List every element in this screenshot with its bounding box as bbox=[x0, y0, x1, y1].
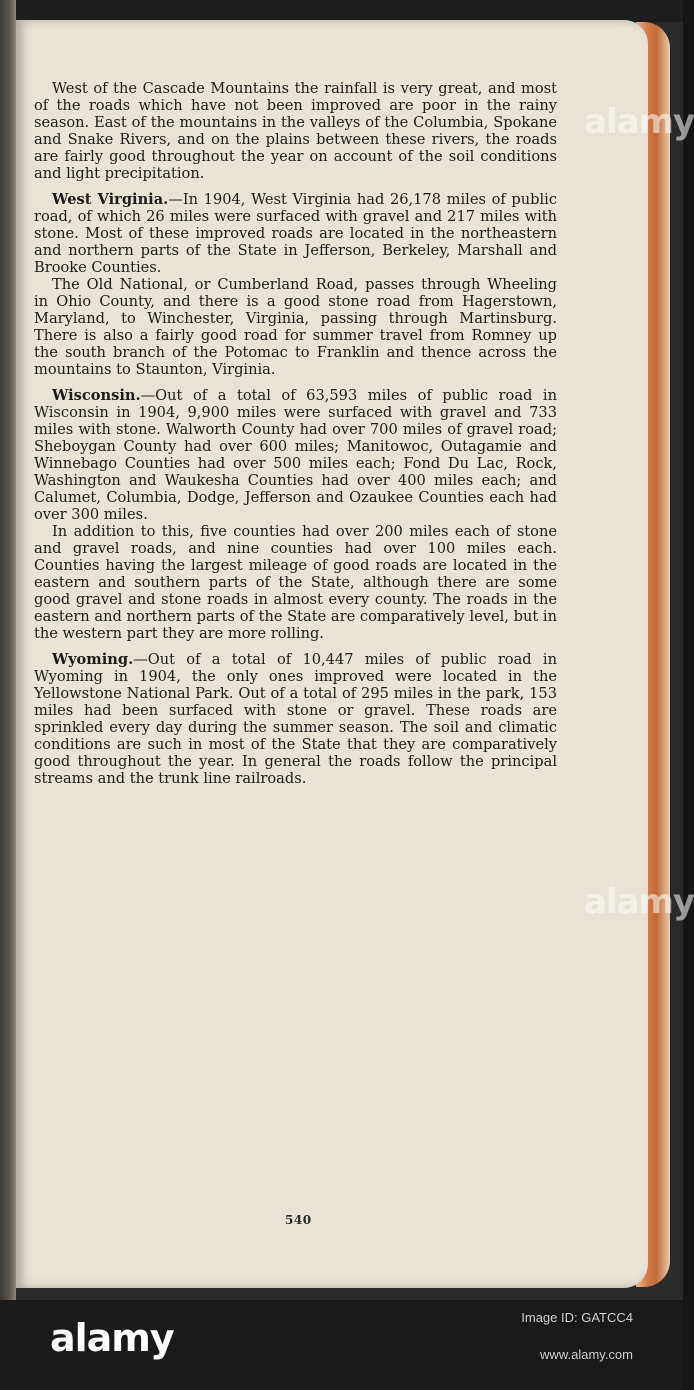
paragraph-text: —Out of a total of 10,447 miles of public road in Wyoming in 1904, the only ones improved were located in the Yellowstone National Park. Out of a total of 295 miles in the park, 153 miles had been surfaced with stone or gravel. These roads are sprinkled every day during the summer season. The soil and climatic conditions are such in most of the State that they are comparatively good throughout the year. In general the roads follow the principal streams and the trunk line railroads. bbox=[34, 651, 557, 787]
paragraph-washington-rainfall bbox=[34, 80, 557, 182]
brand-logo: alamy bbox=[50, 1316, 174, 1360]
paragraph-heading: West Virginia. bbox=[52, 191, 169, 208]
page-number: 540 bbox=[285, 1213, 312, 1227]
watermark: alamy bbox=[584, 102, 694, 142]
paragraph-wisconsin-counties bbox=[34, 523, 557, 642]
paragraph-wisconsin bbox=[34, 387, 557, 523]
book-cover-edge bbox=[0, 0, 683, 22]
paragraph-text: In addition to this, five counties had over 200 miles each of stone and gravel roads, and nine counties had over 100 miles each. Counties having the largest mileage of good roads are located in the eastern and southern parts of the State, although there are some good gravel and stone roads in almost every county. The roads in the eastern and northern parts of the State are comparatively level, but in the western part they are more rolling. bbox=[34, 523, 557, 642]
body-text bbox=[34, 80, 557, 787]
site-url: www.alamy.com bbox=[540, 1347, 633, 1362]
paragraph-text: —Out of a total of 63,593 miles of public road in Wisconsin in 1904, 9,900 miles were surfaced with gravel and 733 miles with stone. Walworth County had over 700 miles of gravel road; Sheboygan County had over 600 miles; Manitowoc, Outagamie and Winnebago Counties had over 500 miles each; Fond Du Lac, Rock, Washington and Waukesha Counties had over 400 miles each; and Calumet, Columbia, Dodge, Jefferson and Ozaukee Counties each had over 300 miles. bbox=[34, 387, 557, 523]
book-spine bbox=[0, 0, 16, 1300]
paragraph-heading: Wisconsin. bbox=[52, 387, 141, 404]
paragraph-west-virginia bbox=[34, 191, 557, 276]
paragraph-text: West of the Cascade Mountains the rainfall is very great, and most of the roads which have not been improved are poor in the rainy season. East of the mountains in the valleys of the Columbia, Spokane and Snake Rivers, and on the plains between these rivers, the roads are fairly good throughout the year on account of the soil conditions and light precipitation. bbox=[34, 80, 557, 182]
paragraph-text: The Old National, or Cumberland Road, passes through Wheeling in Ohio County, and there is a good stone road from Hagerstown, Maryland, to Winchester, Virginia, passing through Martinsburg. There is also a fairly good road for summer travel from Romney up the south branch of the Potomac to Franklin and thence across the mountains to Staunton, Virginia. bbox=[34, 276, 557, 378]
watermark: alamy bbox=[584, 882, 694, 922]
paragraph-wyoming bbox=[34, 651, 557, 787]
paragraph-text: —In 1904, West Virginia had 26,178 miles of public road, of which 26 miles were surfaced with gravel and 217 miles with stone. Most of these improved roads are located in the northeastern and northern parts of the State in Jefferson, Berkeley, Marshall and Brooke Counties. bbox=[34, 191, 557, 276]
paragraph-cumberland-road bbox=[34, 276, 557, 378]
image-id: Image ID: GATCC4 bbox=[521, 1310, 633, 1325]
paragraph-heading: Wyoming. bbox=[52, 651, 134, 668]
